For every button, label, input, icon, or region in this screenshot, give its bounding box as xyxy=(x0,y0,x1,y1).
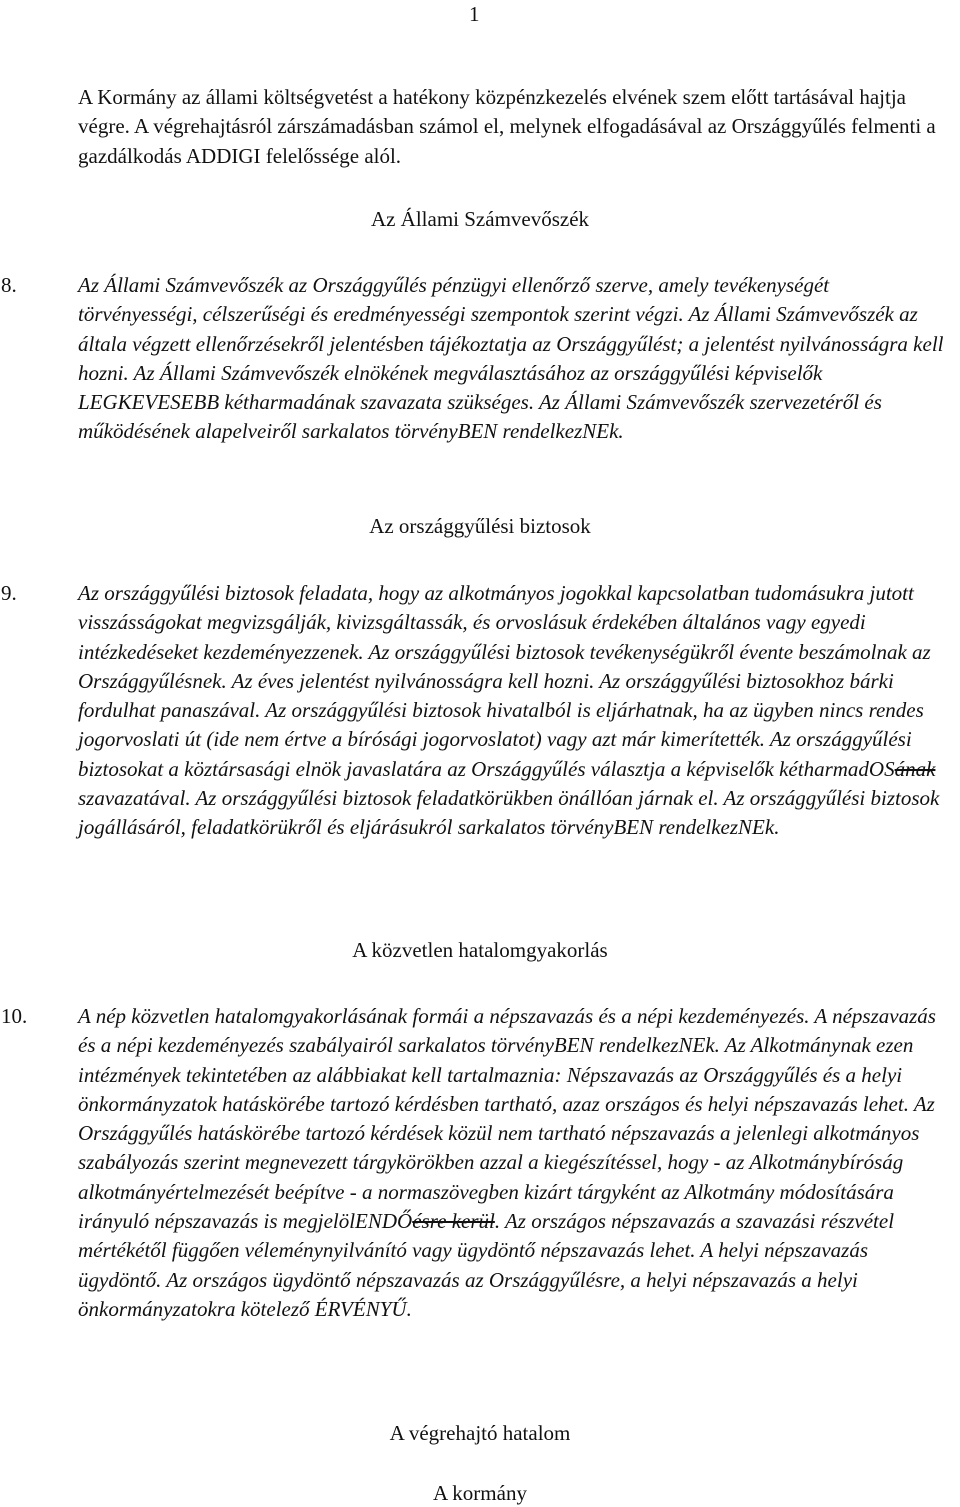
section-9-text-part-a: Az országgyűlési biztosok feladata, hogy az alkotmányos jogokkal kapcsolatban tudomásukra jutott visszásságokat megvizsgálják, kivizsgáltassák, és orvoslásuk érdekében általános vagy egyedi intézkedéseket kezdeményezzenek. Az országgyűlési biztosok tevékenységükről évente beszámolnak az Országgyűlésnek. Az éves jelentést nyilvánosságra kell hozni. Az országgyűlési biztosokhoz bárki fordulhat panaszával. Az országgyűlési biztosok hivatalból is eljárhatnak, ha az ügyben nincs rendes jogorvoslati út (ide nem értve a bírósági jogorvoslatot) vagy azt már kimerítették. Az országgyűlési biztosokat a köztársasági elnök javaslatára az Országgyűlés választja a képviselők kétharmadOS xyxy=(78,581,931,781)
heading-kormany: A kormány xyxy=(433,1481,527,1505)
section-9-number: 9. xyxy=(1,581,17,605)
section-8 xyxy=(0,271,960,447)
section-10-text xyxy=(78,1002,952,1324)
section-8-number: 8. xyxy=(1,273,17,297)
intro-paragraph: A Kormány az állami költségvetést a hatékony közpénzkezelés elvének szem előtt tartásával hajtja végre. A végrehajtásról zárszámadásban számol el, melynek elfogadásával az Országgyűlés felmenti a gazdálkodás ADDIGI felelőssége alól. xyxy=(78,85,936,168)
heading-vegrehajto-hatalom: A végrehajtó hatalom xyxy=(389,1421,571,1445)
section-9-text xyxy=(78,579,952,843)
heading-orszaggyulesi-biztosok: Az országgyűlési biztosok xyxy=(369,514,591,538)
heading-allami-szamvevoszek: Az Állami Számvevőszék xyxy=(370,207,590,231)
section-10-number: 10. xyxy=(1,1004,28,1028)
section-9-text-part-b: szavazatával. Az országgyűlési biztosok feladatkörükben önállóan járnak el. Az országgyűlési biztosok jogállásáról, feladatkörükről és eljárásukról sarkalatos törvényBEN rendelkezNEk. xyxy=(78,786,940,840)
section-10-struck-text: ésre kerül xyxy=(412,1209,495,1234)
section-10-text-part-b: . Az országos népszavazás a szavazási részvétel mértékétől függően véleménynyilvánító vagy ügydöntő népszavazás lehet. A helyi népszavazás ügydöntő. Az országos ügydöntő népszavazás az Országgyűlésre, a helyi népszavazás a helyi önkormányzatokra kötelező ÉRVÉNYŰ. xyxy=(78,1209,895,1321)
section-9-struck-text: ának xyxy=(894,756,936,781)
section-10-text-part-a: A nép közvetlen hatalomgyakorlásának formái a népszavazás és a népi kezdeményezés. A népszavazás és a népi kezdeményezés szabályairól sarkalatos törvényBEN rendelkezNEk. Az Alkotmánynak ezen intézmények tekintetében az alábbiakat kell tartalmaznia: Népszavazás az Országgyűlés és a helyi önkormányzatok hatáskörébe tartozó kérdésben tartható, azaz országos és helyi népszavazás lehet. Az Országgyűlés hatáskörébe tartozó kérdések közül nem tartható népszavazás a jelenlegi alkotmányos szabályozás szerint megnevezett tárgykörökben azzal a kiegészítéssel, hogy - az Alkotmánybíróság alkotmányértelmezését beépítve - a normaszövegben kizárt tárgyként az Alkotmány módosítására irányuló népszavazás is megjelölENDŐ xyxy=(78,1004,936,1234)
heading-kozvetlen-hatalomgyakorlas: A közvetlen hatalomgyakorlás xyxy=(352,938,608,962)
section-9 xyxy=(0,579,960,843)
page-number: 1 xyxy=(469,2,480,26)
section-10 xyxy=(0,1002,960,1324)
section-8-text: Az Állami Számvevőszék az Országgyűlés pénzügyi ellenőrző szerve, amely tevékenységét törvényességi, célszerűségi és eredményességi szempontok szerint végzi. Az Állami Számvevőszék az általa végzett ellenőrzésekről jelentésben tájékoztatja az Országgyűlést; a jelentést nyilvánosságra kell hozni. Az Állami Számvevőszék elnökének megválasztásához az országgyűlési képviselők LEGKEVESEBB kétharmadának szavazata szükséges. Az Állami Számvevőszék szervezetéről és működésének alapelveiről sarkalatos törvényBEN rendelkezNEk. xyxy=(78,273,944,444)
